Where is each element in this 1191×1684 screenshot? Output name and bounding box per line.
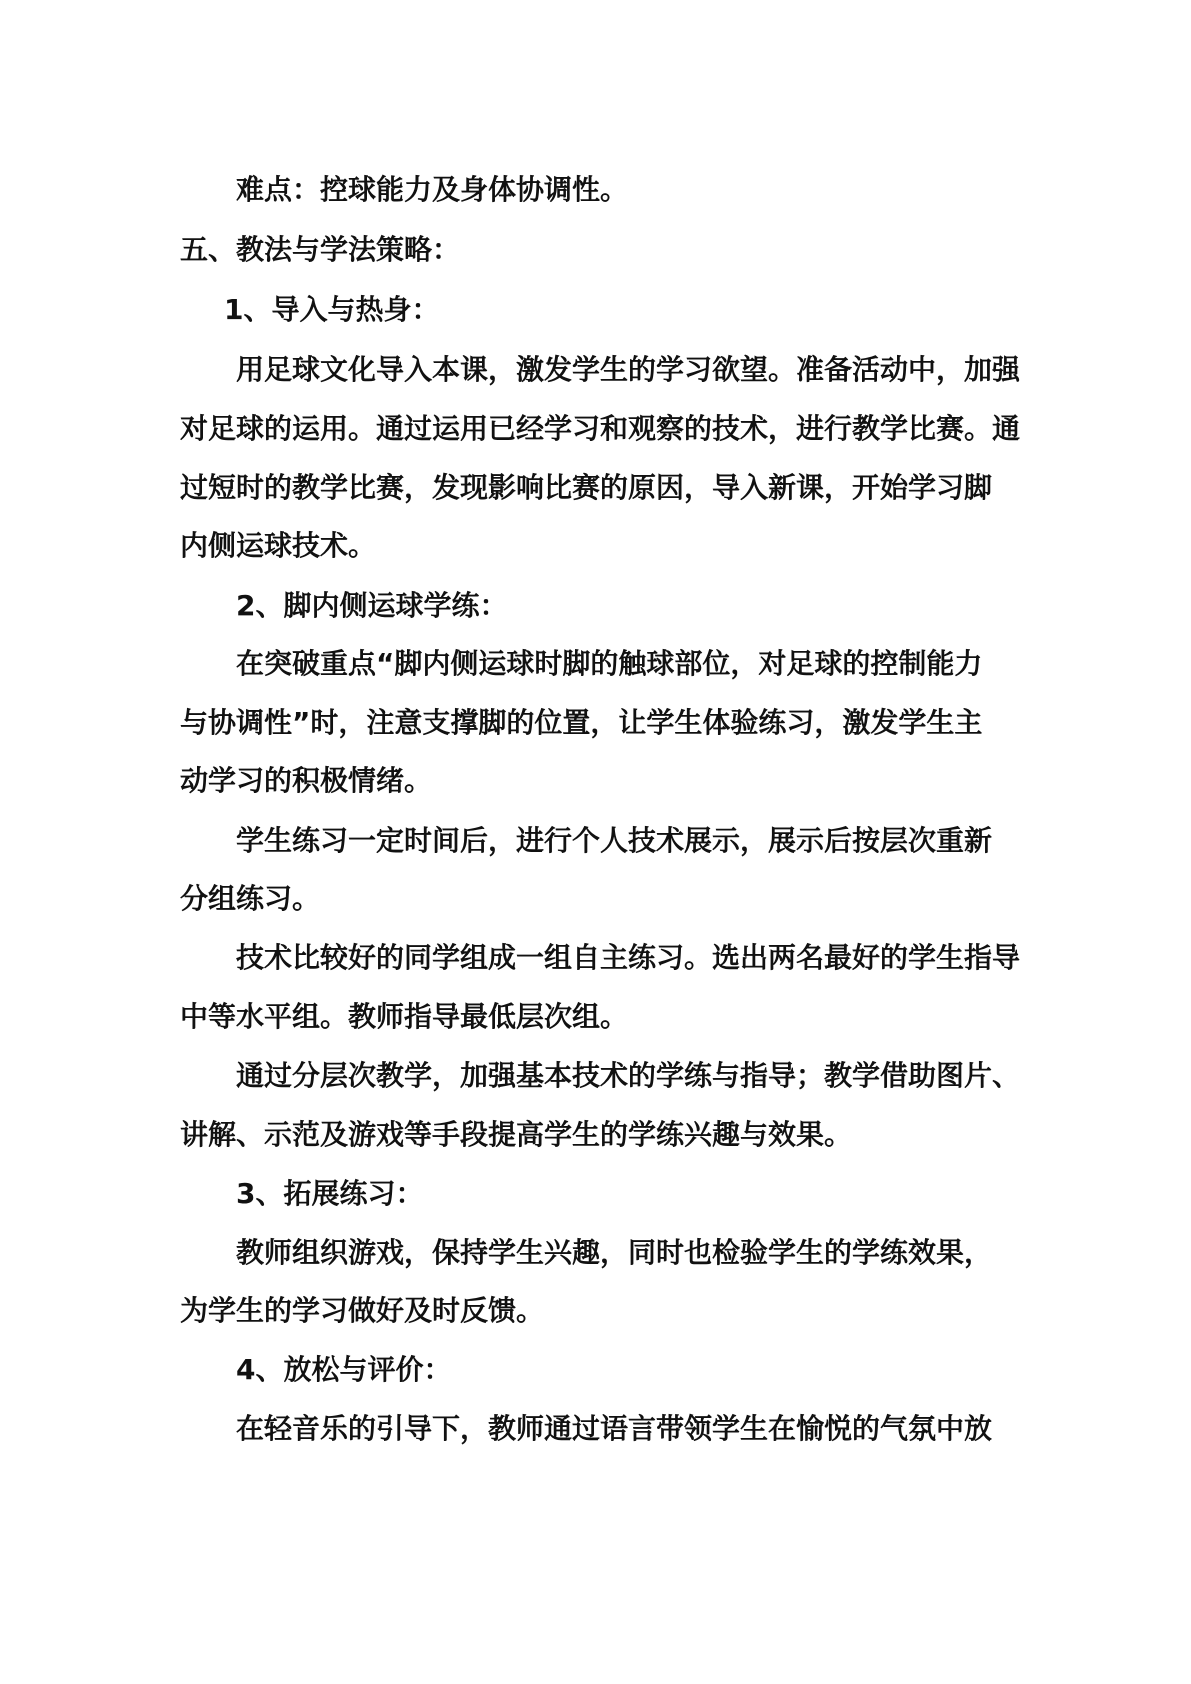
paragraph-line: 在突破重点“脚内侧运球时脚的触球部位，对足球的控制能力: [236, 647, 983, 680]
paragraph-line: 讲解、示范及游戏等手段提高学生的学练兴趣与效果。: [180, 1118, 853, 1151]
subheading-3: 3、拓展练习：: [236, 1177, 424, 1210]
subheading-4: 4、放松与评价：: [236, 1353, 452, 1386]
paragraph-line: 用足球文化导入本课，激发学生的学习欲望。准备活动中，加强: [236, 353, 1021, 386]
section-heading-5: 五、教法与学法策略：: [180, 233, 461, 266]
paragraph-line: 为学生的学习做好及时反馈。: [180, 1294, 545, 1327]
paragraph-line: 过短时的教学比赛，发现影响比赛的原因，导入新课，开始学习脚: [180, 471, 993, 504]
paragraph-line: 动学习的积极情绪。: [180, 764, 433, 797]
subheading-1: 1、导入与热身：: [224, 293, 440, 326]
paragraph-line: 通过分层次教学，加强基本技术的学练与指导；教学借助图片、: [236, 1059, 1021, 1092]
paragraph-line: 与协调性”时，注意支撑脚的位置，让学生体验练习，激发学生主: [180, 706, 983, 739]
difficulty-line: 难点：控球能力及身体协调性。: [236, 173, 629, 206]
paragraph-line: 教师组织游戏，保持学生兴趣，同时也检验学生的学练效果，: [236, 1236, 993, 1269]
paragraph-line: 中等水平组。教师指导最低层次组。: [180, 1000, 629, 1033]
paragraph-line: 技术比较好的同学组成一组自主练习。选出两名最好的学生指导: [236, 941, 1021, 974]
paragraph-line: 在轻音乐的引导下，教师通过语言带领学生在愉悦的气氛中放: [236, 1412, 993, 1445]
paragraph-line: 对足球的运用。通过运用已经学习和观察的技术，进行教学比赛。通: [180, 412, 1021, 445]
paragraph-line: 内侧运球技术。: [180, 529, 377, 562]
subheading-2: 2、脚内侧运球学练：: [236, 589, 508, 622]
paragraph-line: 分组练习。: [180, 882, 321, 915]
paragraph-line: 学生练习一定时间后，进行个人技术展示，展示后按层次重新: [236, 824, 993, 857]
